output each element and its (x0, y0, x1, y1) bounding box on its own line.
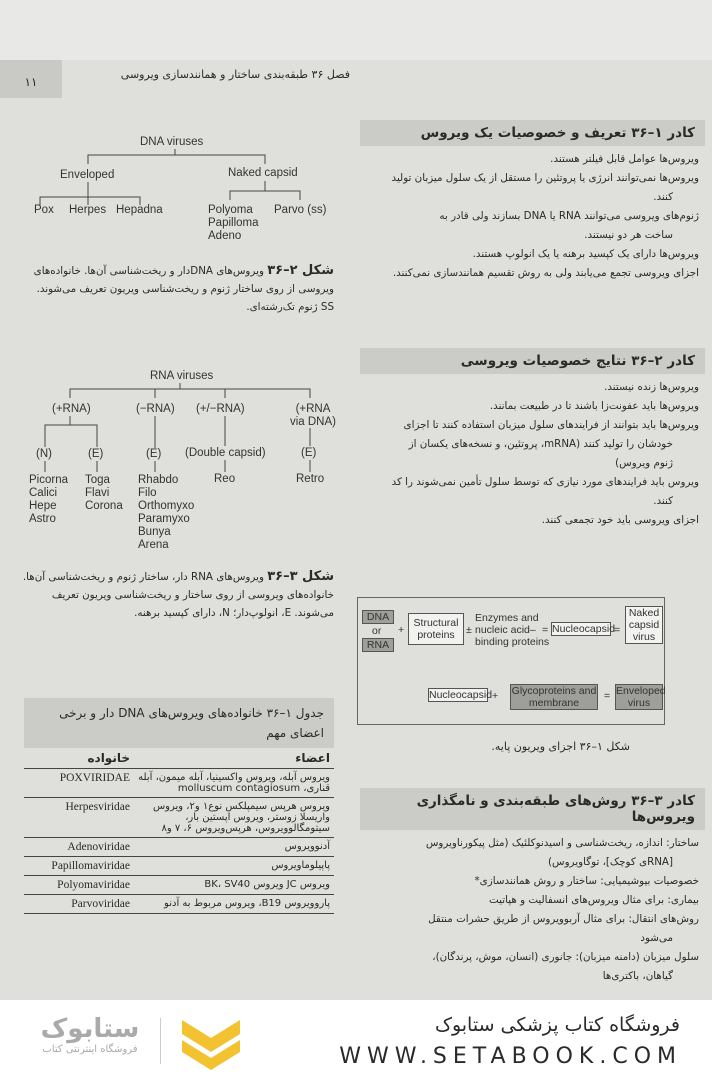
tree-leaf: Paramyxo (138, 513, 190, 525)
caption-text: ویروس‌های RNA دار، ساختار ژنوم و ریخت‌شناسی آن‌ها. خانواده‌های ویروسی از روی ساختار و ریخت‌شناسی ویریون تعریف می‌شوند. E، انولوپ‌دار؛ N، دارای کپسید برهنه. (22, 571, 334, 619)
or-label: or (372, 625, 382, 637)
tree-leaf: Toga (85, 474, 110, 486)
dna-box: DNA (362, 610, 394, 624)
table-row (24, 876, 334, 895)
logo-divider (160, 1018, 161, 1064)
column-header: اعضاء (134, 748, 334, 769)
line: خودشان را تولید کنند (mRNA، پروتئین، و نسخه‌های یکسان از (408, 438, 673, 450)
tree-node: (E) (146, 448, 162, 460)
line: خصوصیات بیوشیمیایی: ساختار و روش همانندسازی* (474, 875, 699, 887)
line: ویروس باید فرایندهای مورد نیازی که توسط سلول تأمین نمی‌شوند را کد (391, 476, 699, 488)
line: روش‌های انتقال: برای مثال آربوویروس از طریق حشرات منتقل (428, 913, 699, 925)
logo-subtitle: فروشگاه اینترنتی کتاب (42, 1044, 138, 1055)
tree-leaf: Astro (29, 513, 56, 525)
store-banner (0, 1000, 712, 1080)
page-number: ۱۱ (0, 60, 62, 98)
line: [RNAی کوچک]، توگاویروس) (548, 856, 673, 868)
line: گیاهان، باکتری‌ها (602, 970, 673, 982)
store-name: فروشگاه کتاب پزشکی ستابوک (434, 1014, 680, 1036)
tree-leaf: Rhabdo (138, 474, 179, 486)
tree-node: (+RNA) (52, 403, 91, 415)
box-3-title: کادر ۳–۳۶ روش‌های طبقه‌بندی و نامگذاری ویروس‌ها (360, 788, 705, 830)
line: کنند. (653, 191, 673, 203)
tree-leaf: Calici (29, 487, 58, 499)
nucleocapsid-box: Nucleocapsid (552, 623, 616, 635)
tree-leaf: Bunya (138, 526, 171, 538)
tree-leaf: Polyoma (208, 204, 253, 216)
line: ویروس‌ها باید بتوانند از فرایندهای سلول میزبان استفاده کنند تا اجزای (403, 419, 699, 431)
enveloped-virus-box: Enveloped virus (616, 685, 666, 709)
chevron-logo-icon (178, 1014, 244, 1070)
cell-members: آدنوویروس (134, 838, 334, 857)
table-1-grid (24, 748, 334, 914)
tree-root: DNA viruses (140, 136, 204, 148)
tree-leaf: Hepe (29, 500, 57, 512)
cell-family: POXVIRIDAE (24, 769, 134, 798)
cell-members: ویروس آبله، ویروس واکسینیا، آبله میمون، آبله قناری، molluscum contagiosum (134, 769, 334, 798)
tree-leaf: Parvo (ss) (274, 204, 327, 216)
line: ویروس‌ها عوامل قابل فیلتر هستند. (550, 153, 699, 165)
naked-capsid-virus-box: Naked capsid virus (625, 606, 663, 644)
equals-sign: = (604, 690, 611, 702)
figure-3-caption (22, 568, 334, 622)
box-3 (360, 788, 705, 990)
line: ویروس‌ها زنده نیستند. (604, 381, 699, 393)
plus-sign: + (398, 624, 405, 636)
box-2-title: کادر ۲–۳۶ نتایج خصوصیات ویروسی (360, 348, 705, 374)
enzymes-label: Enzymes and nucleic acid– binding proteins (475, 612, 550, 648)
glycoproteins-box: Glycoproteins and membrane (511, 685, 597, 709)
table-1-title: جدول ۱–۳۶ خانواده‌های ویروس‌های DNA دار و برخی اعضای مهم (24, 698, 334, 748)
cell-members: ویروس JC ویروس BK، SV40 (134, 876, 334, 895)
caption-text: ویروس‌های DNAدار و ریخت‌شناسی آن‌ها. خانواده‌های ویروسی از روی ساختار ژنوم و ریخت‌شناسی ویریون تعریف می‌شوند. SS ژنوم تک‌رشته‌ای. (33, 265, 334, 313)
box-1-title: کادر ۱–۳۶ تعریف و خصوصیات یک ویروس (360, 120, 705, 146)
cell-family: Polyomaviridae (24, 876, 134, 895)
structural-proteins-box: Structural proteins (408, 613, 464, 645)
line: ژنوم ویروس) (615, 457, 673, 469)
tree-node: (Double capsid) (185, 447, 266, 459)
tree-node: (+RNA via DNA) (289, 403, 336, 428)
tree-leaf: Picorna (29, 474, 68, 486)
equals-sign: = (542, 624, 549, 636)
caption-label: شکل ۳–۳۶ (267, 569, 334, 584)
store-url[interactable]: WWW.SETABOOK.COM (339, 1044, 682, 1069)
tree-leaf: Adeno (208, 230, 242, 242)
box-1 (360, 120, 705, 287)
line: کنند. (653, 495, 673, 507)
tree-node: Naked capsid (228, 167, 298, 179)
column-header: خانواده (24, 748, 134, 769)
table-header-row (24, 748, 334, 769)
line: ژنوم‌های ویروسی می‌توانند RNA یا DNA بسازند ولی قادر به (439, 210, 699, 222)
table-row (24, 895, 334, 914)
table-row (24, 769, 334, 798)
table-row (24, 798, 334, 838)
tree-root: RNA viruses (150, 370, 214, 382)
line: سلول میزبان (دامنه میزبان): جانوری (انسان، موش، پرندگان)، (432, 951, 699, 963)
box-1-body (360, 146, 705, 287)
dna-virus-tree (0, 0, 356, 250)
caption-label: شکل ۲–۳۶ (267, 263, 334, 278)
line: ویروس‌ها دارای یک کپسید برهنه یا یک انولوپ هستند. (472, 248, 699, 260)
cell-members: پاپیلوماویروس (134, 857, 334, 876)
figure-1-diagram (357, 597, 665, 725)
nucleocapsid-box-2: Nucleocapsid (429, 689, 493, 701)
tree-leaf: Pox (34, 204, 54, 216)
tree-leaf: Flavi (85, 487, 110, 499)
tree-leaf: Retro (296, 473, 325, 485)
rna-box: RNA (362, 638, 394, 652)
box-2-body (360, 374, 705, 534)
tree-node: Enveloped (60, 169, 115, 181)
tree-node: (E) (88, 448, 104, 460)
tree-leaf: Herpes (69, 204, 107, 216)
figure-1-caption: شکل ۱–۳۶ اجزای ویریون پایه. (491, 740, 630, 753)
tree-leaf: Corona (85, 500, 123, 512)
plus-sign: + (492, 690, 499, 702)
tree-leaf: Filo (138, 487, 157, 499)
logo-wordmark: ستابوک (40, 1014, 140, 1044)
line: ساخت هر دو نیستند. (584, 229, 673, 241)
running-title: فصل ۳۶ طبقه‌بندی ساختار و همانندسازی ویروسی (120, 68, 350, 81)
cell-members: ویروس هرپس سیمپلکس نوع۱ و۲، ویروس واریسلا زوستر، ویروس اپستین بار، سیتومگالوویروس، هرپس‌ویروس ۶، ۷ و۸ (134, 798, 334, 838)
line: اجزای ویروسی تجمع می‌یابند ولی به روش تقسیم همانندسازی نمی‌کنند. (392, 267, 699, 279)
tree-node: (−RNA) (136, 403, 175, 415)
tree-leaf: Arena (138, 539, 169, 551)
box-3-body (360, 830, 705, 990)
tree-leaf: Reo (214, 473, 236, 485)
line: اجزای ویروسی باید خود تجمعی کنند. (541, 514, 699, 526)
tree-node: (N) (36, 448, 52, 460)
tree-leaf: Hepadna (116, 204, 163, 216)
cell-family: Parvoviridae (24, 895, 134, 914)
plus-minus-sign: ± (466, 624, 472, 636)
line: ویروس‌ها باید عفونت‌زا باشند تا در طبیعت بمانند. (489, 400, 699, 412)
cell-family: Herpesviridae (24, 798, 134, 838)
equals-sign: = (614, 624, 621, 636)
store-logo (30, 1014, 150, 1055)
cell-members: پاروویروس B19، ویروس مربوط به آدنو (134, 895, 334, 914)
tree-node: (E) (301, 447, 317, 459)
line: ویروس‌ها نمی‌توانند انرژی یا پروتئین را مستقل از یک سلول میزبان تولید (391, 172, 699, 184)
line: ساختار: اندازه، ریخت‌شناسی و اسیدنوکلئیک (مثل پیکورناویروس (425, 837, 699, 849)
cell-family: Papillomaviridae (24, 857, 134, 876)
table-row (24, 838, 334, 857)
box-2 (360, 348, 705, 534)
line: می‌شود (640, 932, 673, 944)
cell-family: Adenoviridae (24, 838, 134, 857)
tree-leaf: Orthomyxo (138, 500, 195, 512)
table-1 (24, 698, 334, 914)
figure-2-caption (22, 262, 334, 316)
line: بیماری: برای مثال ویروس‌های انسفالیت و هپاتیت (489, 894, 699, 906)
tree-leaf: Papilloma (208, 217, 259, 229)
table-row (24, 857, 334, 876)
tree-node: (+/−RNA) (196, 403, 245, 415)
